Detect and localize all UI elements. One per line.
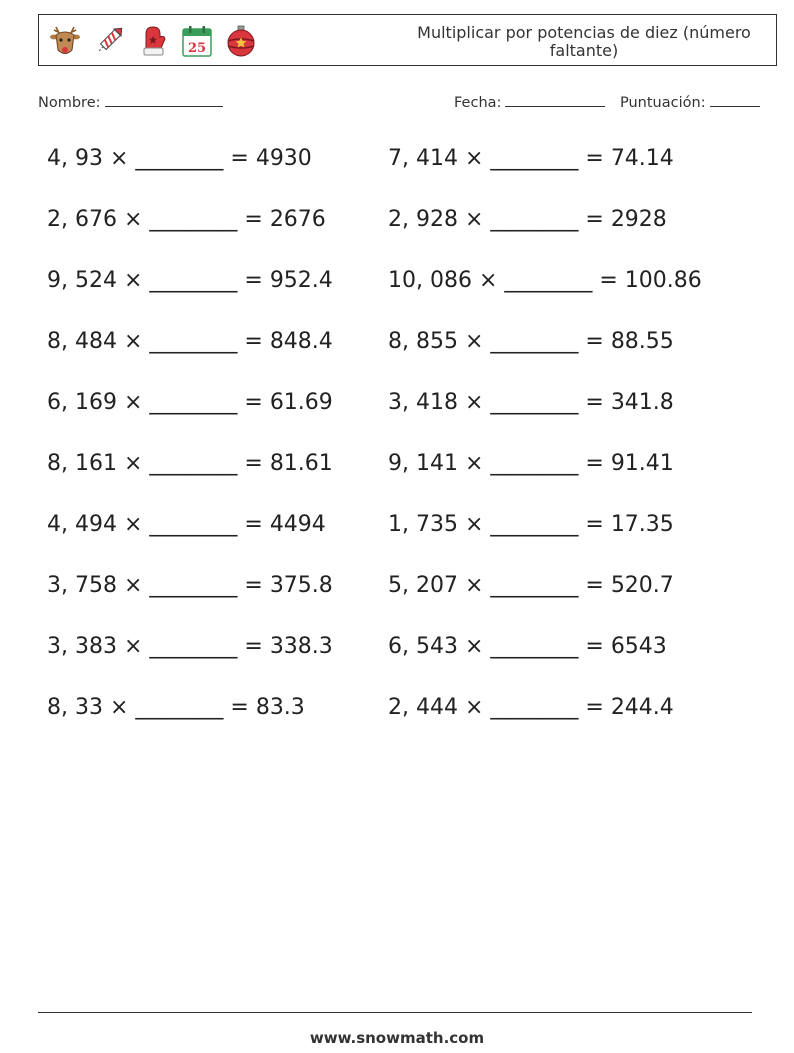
calendar-25-icon [179,23,215,59]
problem-item: 9, 524 × ________ = 952.4 [47,268,333,293]
problem-item: 7, 414 × ________ = 74.14 [388,146,674,171]
problem-item: 3, 758 × ________ = 375.8 [47,573,333,598]
worksheet-title: Multiplicar por potencias de diez (número faltante) [417,23,751,60]
name-label: Nombre: [38,95,101,111]
reindeer-icon [47,23,83,59]
problem-item: 2, 676 × ________ = 2676 [47,207,326,232]
header-icons [47,22,259,60]
date-blank[interactable] [505,105,605,107]
problem-item: 2, 928 × ________ = 2928 [388,207,667,232]
score-field [620,95,760,111]
problem-item: 4, 494 × ________ = 4494 [47,512,326,537]
footer-divider [38,1012,752,1013]
mitten-icon [135,23,171,59]
score-label: Puntuación: [620,95,706,111]
problem-item: 5, 207 × ________ = 520.7 [388,573,674,598]
firework-rocket-icon [91,23,127,59]
calendar-day: 25 [187,41,207,56]
score-blank[interactable] [710,105,760,107]
date-field [454,95,605,111]
problem-item: 9, 141 × ________ = 91.41 [388,451,674,476]
name-field [38,95,223,111]
problem-item: 8, 33 × ________ = 83.3 [47,695,305,720]
problem-item: 3, 418 × ________ = 341.8 [388,390,674,415]
name-blank[interactable] [105,105,223,107]
footer-url[interactable]: www.snowmath.com [309,1029,485,1047]
problem-item: 8, 855 × ________ = 88.55 [388,329,674,354]
problem-item: 6, 543 × ________ = 6543 [388,634,667,659]
problem-item: 8, 161 × ________ = 81.61 [47,451,333,476]
problem-item: 3, 383 × ________ = 338.3 [47,634,333,659]
problem-item: 4, 93 × ________ = 4930 [47,146,312,171]
ornament-icon [223,23,259,59]
problem-item: 1, 735 × ________ = 17.35 [388,512,674,537]
date-label: Fecha: [454,95,502,111]
problem-item: 6, 169 × ________ = 61.69 [47,390,333,415]
problem-item: 8, 484 × ________ = 848.4 [47,329,333,354]
problem-item: 2, 444 × ________ = 244.4 [388,695,674,720]
problem-item: 10, 086 × ________ = 100.86 [388,268,702,293]
worksheet-header [38,14,777,66]
